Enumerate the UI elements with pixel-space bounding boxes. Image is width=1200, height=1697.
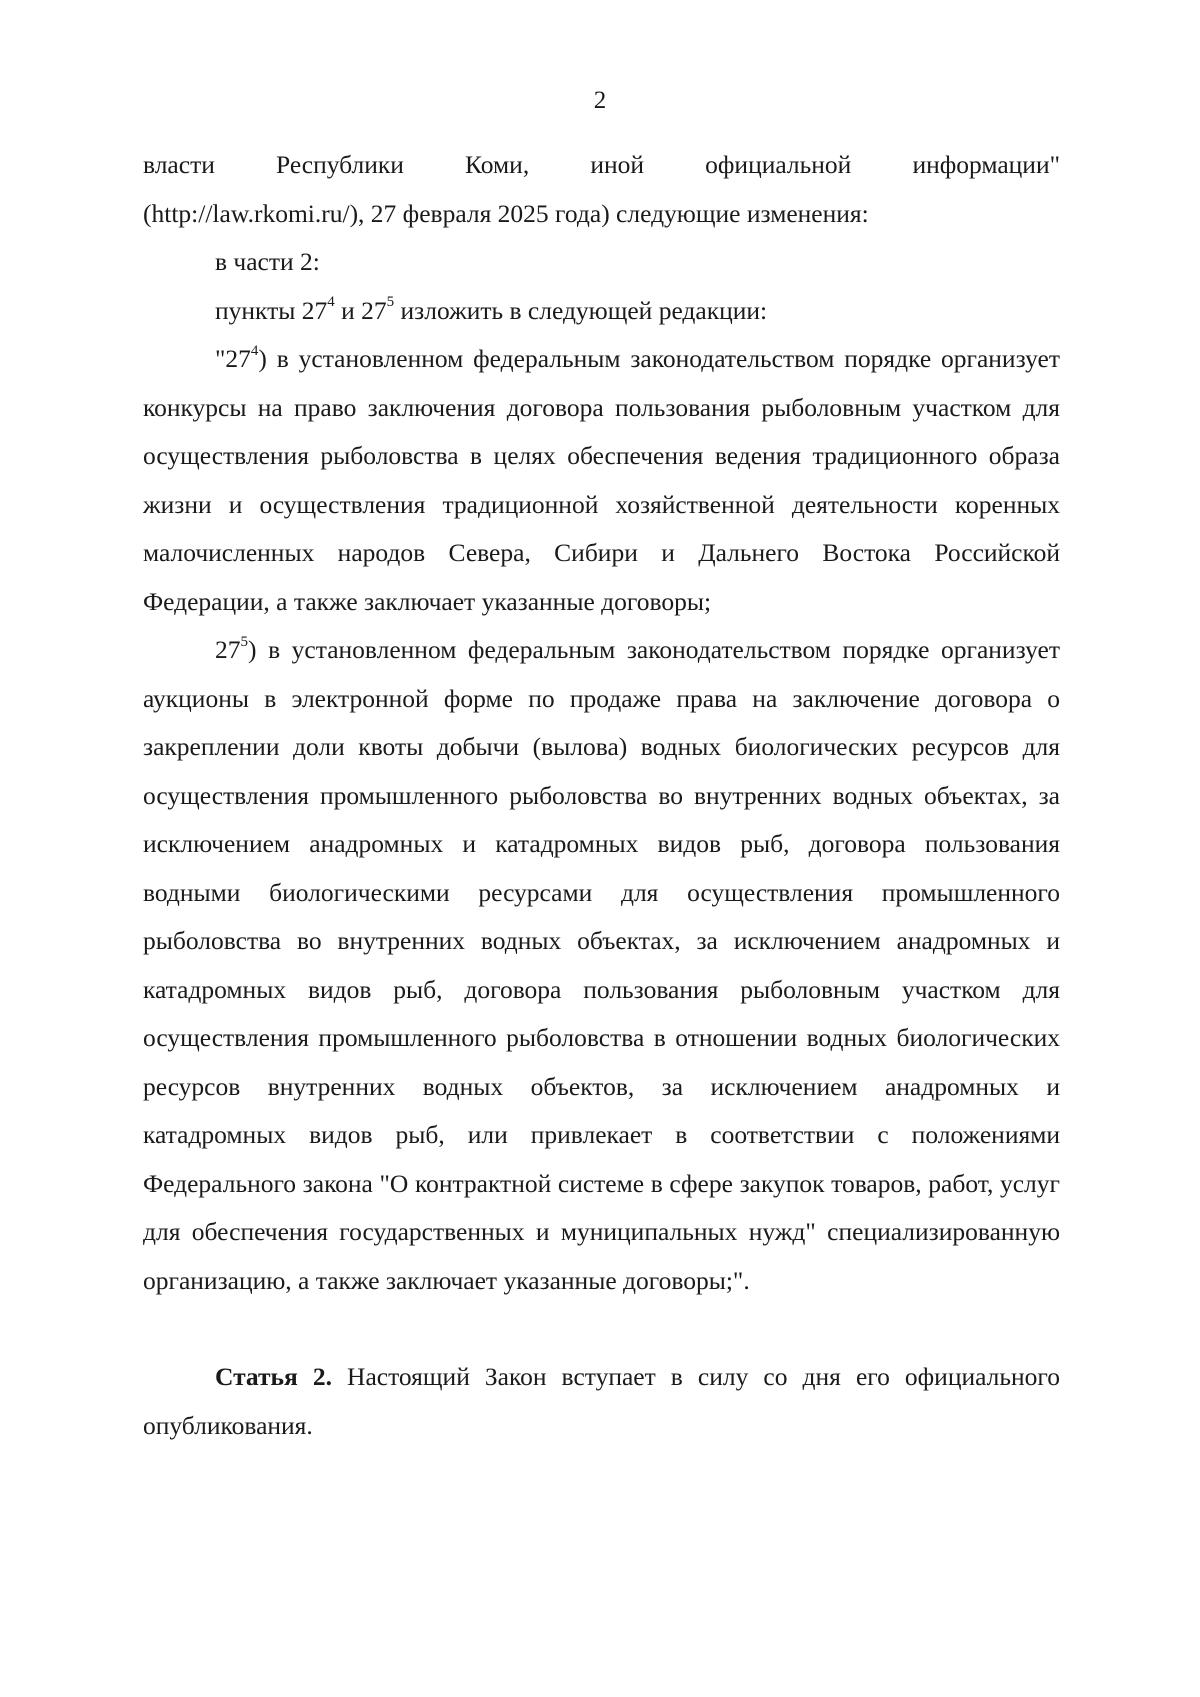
page-number: 2 — [593, 87, 607, 114]
items-intro-superscript-1: 4 — [327, 294, 335, 310]
item-27-5-superscript: 5 — [240, 633, 248, 650]
paragraph-part-2: в части 2: — [215, 247, 320, 276]
paragraph-item-27-4 — [143, 335, 1060, 626]
article-2-text: Настоящий Закон вступает в силу со дня его официального опубликования. — [143, 1362, 1060, 1440]
item-27-4-text: ) в установленном федеральным законодательством порядке организует конкурсы на право заключения договора пользования рыболовным участком для осуществления рыболовства в целях обеспечения ведения традиционного образа жизни и осуществления традиционной хозяйственной деятельности коренных малочисленных народов Севера, Сибири и Дальнего Востока Российской Федерации, а также заключает указанные договоры; — [143, 344, 1060, 616]
items-intro-superscript-2: 5 — [386, 294, 395, 310]
item-27-5-number: 27 — [215, 635, 241, 664]
paragraph-item-27-5 — [143, 626, 1060, 1305]
item-27-4-number: "27 — [215, 344, 251, 373]
item-27-4-superscript: 4 — [250, 342, 259, 359]
article-2-label: Статья 2. — [215, 1362, 332, 1391]
paragraph-continuation-line-1: власти Республики Коми, иной официальной информации" — [143, 150, 1060, 179]
document-body — [143, 141, 1060, 1450]
items-intro-text-b: и 27 — [334, 295, 387, 325]
items-intro-text-c: изложить в следующей редакции: — [394, 295, 768, 325]
item-27-5-text: ) в установленном федеральным законодательством порядке организует аукционы в электронной форме по продаже права на заключение договора о закреплении доли квоты добычи (вылова) водных биологических ресурсов для осуществления промышленного рыболовства во внутренних водных объектах, за исключением анадромных и катадромных видов рыб, договора пользования водными биологическими ресурсами для осуществления промышленного рыболовства во внутренних водных объектах, за исключением анадромных и катадромных видов рыб, договора пользования рыболовным участком для осуществления промышленного рыболовства в отношении водных биологических ресурсов внутренних водных объектов, за исключением анадромных и катадромных видов рыб, или привлекает в соответствии с положениями Федерального закона "О контрактной системе в сфере закупок товаров, работ, услуг для обеспечения государственных и муниципальных нужд" специализированную организацию, а также заключает указанные договоры;". — [143, 635, 1060, 1295]
paragraph-continuation-line-2: (http://law.rkomi.ru/), 27 февраля 2025 года) следующие изменения: — [143, 198, 869, 228]
items-intro-text-a: пункты 27 — [215, 295, 328, 325]
paragraph-article-2 — [143, 1353, 1060, 1450]
paragraph-items-intro — [143, 287, 1060, 336]
